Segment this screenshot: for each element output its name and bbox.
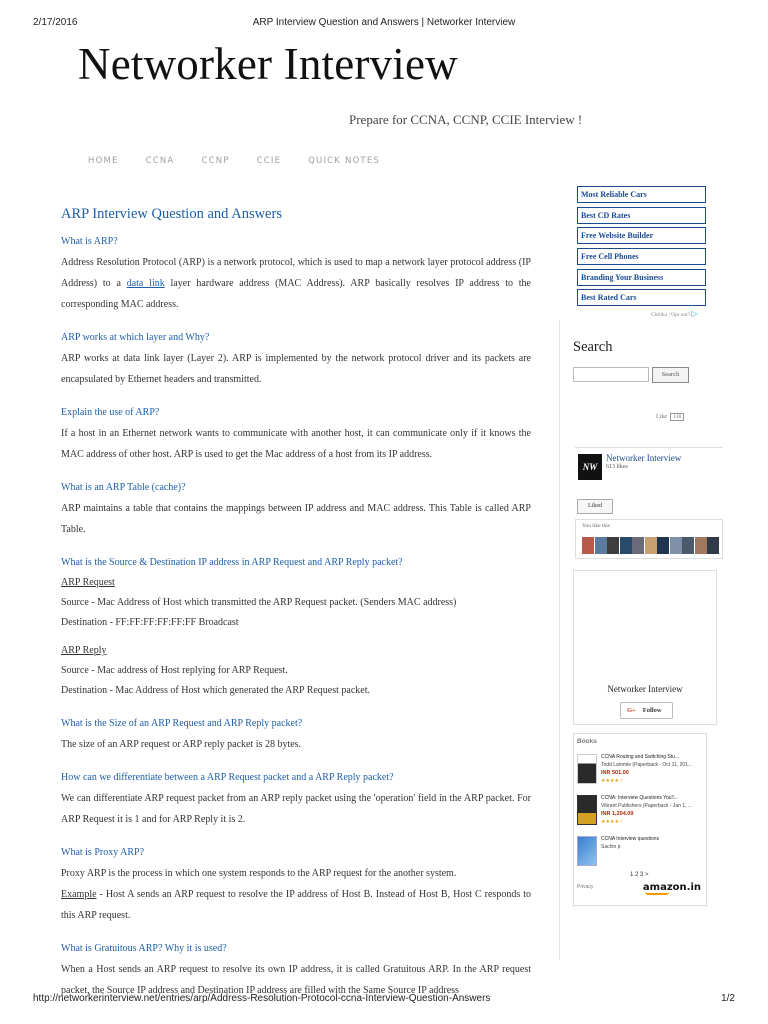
site-title[interactable]: Networker Interview [78,39,458,89]
like-count: 138 [670,413,684,421]
search-input[interactable] [573,367,649,382]
ad-link-most-reliable-cars[interactable]: Most Reliable Cars [577,186,706,203]
question-4[interactable]: What is an ARP Table (cache)? [61,482,186,493]
face-avatar[interactable] [657,537,669,554]
book-cover[interactable] [577,836,597,866]
like-widget[interactable] [656,413,684,421]
google-plus-icon: G+ [627,707,636,714]
arp-reply-label: ARP Reply [61,645,107,656]
example-label: Example [61,889,97,900]
face-avatar[interactable] [620,537,632,554]
book-title[interactable]: CCNA: Interview Questions You'l... [601,795,678,801]
google-plus-follow-button[interactable] [620,702,673,719]
book-cover[interactable] [577,754,597,784]
face-avatar[interactable] [707,537,719,554]
print-date: 2/17/2016 [33,17,78,28]
you-like-this-panel [575,519,723,559]
search-button[interactable]: Search [652,367,689,383]
ad-links [577,186,706,310]
you-like-this-label: You like this [582,523,610,529]
google-plus-widget [573,570,717,725]
ad-choices-icon: ▷ [691,309,698,318]
book-author: Todd Lammle (Paperback - Oct 11, 201... [601,762,693,768]
article [61,206,531,1001]
nav-ccie[interactable]: CCIE [256,156,282,166]
books-header: Books [577,738,597,745]
follow-label: Follow [642,707,662,714]
question-8[interactable]: What is Proxy ARP? [61,847,145,858]
liked-button[interactable]: Liked [577,499,613,514]
answer-1-text: Address Resolution Protocol (ARP) is a network protocol, which is used to map a network layer protocol address (IP Address) to a [61,257,531,289]
ad-link-free-website-builder[interactable]: Free Website Builder [577,227,706,244]
print-title: ARP Interview Question and Answers | Networker Interview [252,17,516,28]
answer-2: ARP works at data link layer (Layer 2). ARP is implemented by the network protocol driver and its packets are encapsulated by Ethernet headers and transmitted. [61,353,531,385]
nav-home[interactable]: HOME [88,156,119,166]
question-6[interactable]: What is the Size of an ARP Request and ARP Reply packet? [61,718,303,729]
face-avatar[interactable] [607,537,619,554]
nav-quick-notes[interactable]: QUICK NOTES [308,156,380,166]
book-rating: ★★★★☆ [601,819,624,825]
answer-9: When a Host sends an ARP request to resolve its own IP address, it is called Gratuitous ARP. In the ARP request packet, the Source IP address and Destination IP address are filled with the Same Source IP address [61,964,531,996]
privacy-link[interactable]: Privacy [577,884,594,890]
question-2[interactable]: ARP works at which layer and Why? [61,332,210,343]
answer-8b [61,884,531,926]
book-author: Sachin p [601,844,621,850]
facebook-page-widget [575,447,723,559]
amazon-smile-icon [645,892,669,895]
arp-request-label: ARP Request [61,577,115,588]
answer-7: We can differentiate ARP request packet from an ARP reply packet using the 'operation' field in the ARP packet. For ARP Request it is 1 and for ARP Reply it is 2. [61,793,531,825]
book-rating: ★★★★☆ [601,778,624,784]
main-nav [88,156,407,166]
arp-reply-destination: Destination - Mac Address of Host which generated the ARP Request packet. [61,685,371,696]
facebook-page-name[interactable]: Networker Interview [606,453,682,463]
ad-choices-text: Chitika | Opt out? [651,312,691,318]
like-label[interactable]: Like [656,414,667,420]
nav-ccna[interactable]: CCNA [145,156,175,166]
facebook-likes-count: 613 likes [606,464,628,470]
question-1[interactable]: What is ARP? [61,236,118,247]
data-link-link[interactable]: data link [126,278,165,289]
book-title[interactable]: CCNA Interview questions [601,836,660,842]
book-title[interactable]: CCNA Routing and Switching Stu... [601,754,680,760]
search-widget-title: Search [573,339,613,355]
print-url: http://networkerinterview.net/entries/arp/Address-Resolution-Protocol-ccna-Interview-Question-Answers [33,993,491,1004]
nav-ccnp[interactable]: CCNP [201,156,230,166]
page-logo[interactable]: NW [578,454,602,480]
ad-link-best-cd-rates[interactable]: Best CD Rates [577,207,706,224]
question-9[interactable]: What is Gratuitous ARP? Why it is used? [61,943,227,954]
amazon-logo[interactable] [643,882,701,893]
book-price: INR 1,204.09 [601,811,634,817]
answer-8b-text: - Host A sends an ARP request to resolve the IP address of Host B. Instead of Host B, Host C responds to this ARP request. [61,889,531,921]
answer-4: ARP maintains a table that contains the mappings between IP address and MAC address. This Table is called ARP Table. [61,503,531,535]
answer-1 [61,252,531,315]
ad-choices[interactable] [651,309,698,318]
google-plus-page-name[interactable]: Networker Interview [607,684,683,694]
amazon-books-widget [573,733,707,906]
amazon-logo-text: amazon.in [642,882,701,893]
sidebar-divider [559,320,560,960]
book-author: Vibrant Publishers (Paperback - Jan 1, ... [601,803,693,809]
answer-3: If a host in an Ethernet network wants to communicate with another host, it can communicate only if it knows the MAC address of other host. ARP is used to get the Mac address of a host from its IP address. [61,428,531,460]
answer-1-text-end: layer hardware address (MAC Address). ARP basically resolves IP address to the corresponding MAC address. [61,278,531,310]
face-avatar[interactable] [695,537,707,554]
book-price: INR 501.00 [601,770,629,776]
face-avatar[interactable] [645,537,657,554]
face-avatar[interactable] [670,537,682,554]
ad-link-branding-your-business[interactable]: Branding Your Business [577,269,706,286]
arp-request-destination: Destination - FF:FF:FF:FF:FF:FF Broadcast [61,617,239,628]
face-avatar[interactable] [595,537,607,554]
question-7[interactable]: How can we differentiate between a ARP Request packet and a ARP Reply packet? [61,772,394,783]
face-avatar[interactable] [582,537,594,554]
print-page-number: 1/2 [721,993,735,1004]
ad-link-best-rated-cars[interactable]: Best Rated Cars [577,289,706,306]
site-tagline: Prepare for CCNA, CCNP, CCIE Interview ! [349,112,583,127]
book-cover[interactable] [577,795,597,825]
ad-link-free-cell-phones[interactable]: Free Cell Phones [577,248,706,265]
arp-request-source: Source - Mac Address of Host which transmitted the ARP Request packet. (Senders MAC address) [61,597,457,608]
question-5[interactable]: What is the Source & Destination IP address in ARP Request and ARP Reply packet? [61,557,403,568]
books-pager[interactable]: 1 2 3 > [630,872,649,878]
face-avatar[interactable] [682,537,694,554]
article-title[interactable]: ARP Interview Question and Answers [61,206,282,222]
face-avatar[interactable] [632,537,644,554]
answer-8a: Proxy ARP is the process in which one system responds to the ARP request for the another system. [61,868,457,879]
question-3[interactable]: Explain the use of ARP? [61,407,160,418]
friend-faces [582,537,720,554]
arp-reply-source: Source - Mac address of Host replying for ARP Request. [61,665,288,676]
answer-6: The size of an ARP request or ARP reply packet is 28 bytes. [61,739,302,750]
